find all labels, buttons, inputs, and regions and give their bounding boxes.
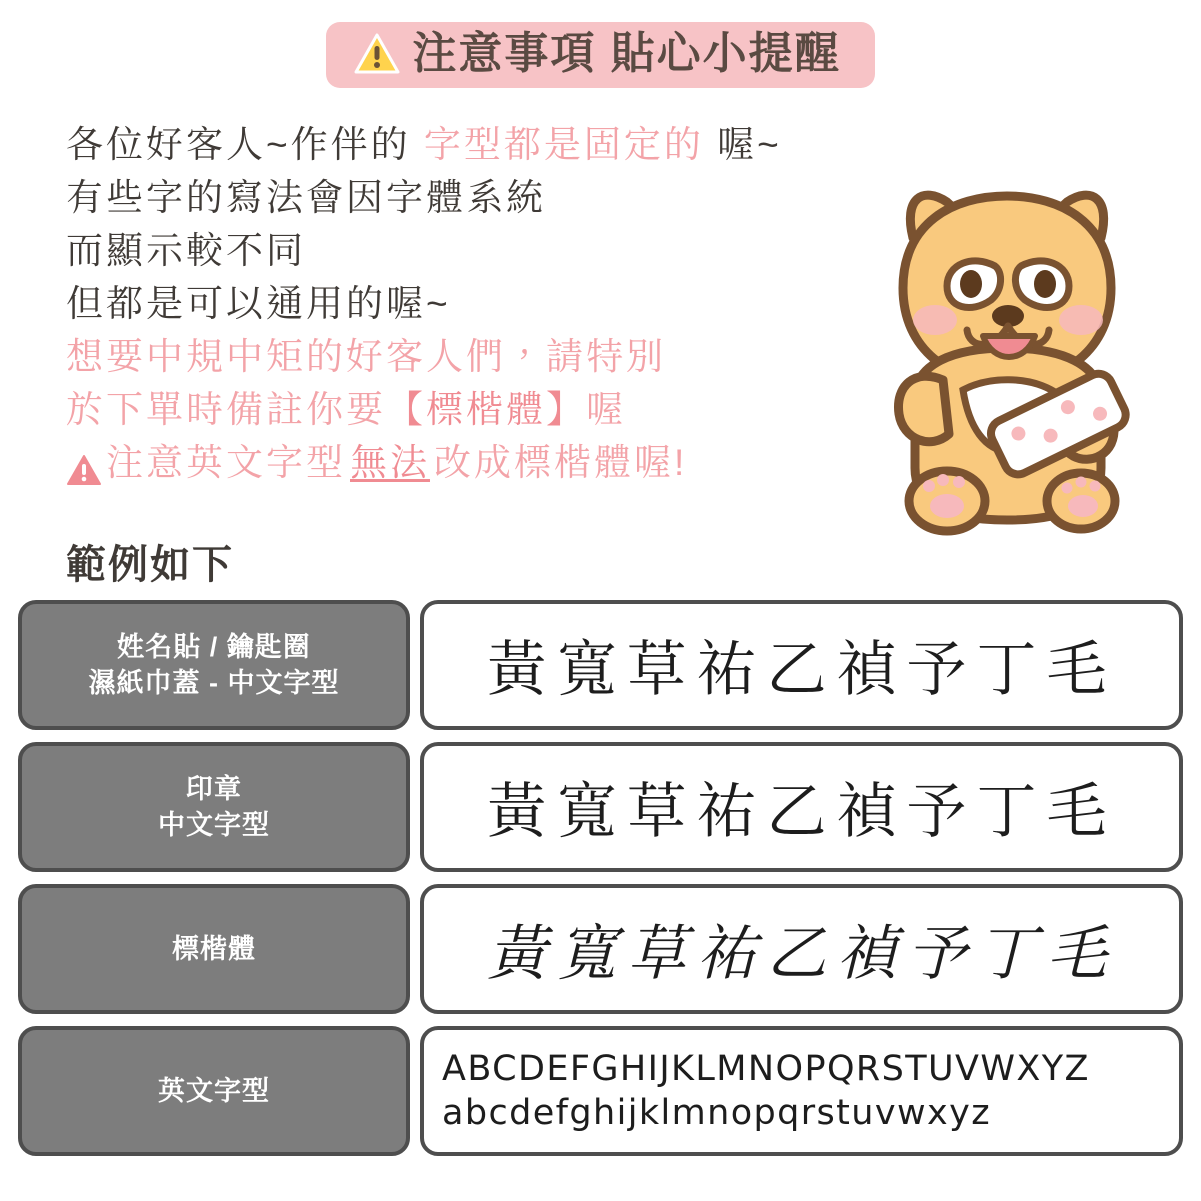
row-label-line-1: 印章 (186, 774, 242, 804)
row-value-nameplate (420, 600, 1183, 730)
note-line-1 (66, 118, 926, 171)
table-row (18, 600, 1183, 730)
shiba-inu-illustration (843, 168, 1173, 548)
notes-block (66, 118, 926, 489)
note-line-2: 有些字的寫法會因字體系統 (66, 177, 546, 218)
note-line-7-emphasis: 無法 (350, 442, 430, 483)
row-label-line-2: 中文字型 (158, 810, 270, 840)
warning-triangle-icon-small (66, 448, 102, 481)
font-sample-text: 黃寬草祐乙禎予丁毛 (486, 919, 1117, 989)
note-line-1-part-b: 字型都是固定的 (423, 124, 704, 165)
warning-triangle-icon (354, 33, 400, 75)
note-line-1-part-a: 各位好客人~作伴的 (66, 124, 424, 165)
note-line-6-bracketed: 【標楷體】 (386, 389, 586, 430)
note-line-5: 想要中規中矩的好客人們，請特別 (66, 336, 666, 377)
note-line-6-part-a: 於下單時備註你要 (66, 389, 386, 430)
font-sample-table (18, 600, 1183, 1168)
font-sample-text: 黃寬草祐乙禎予丁毛 (486, 777, 1117, 847)
latin-sample-uppercase: ABCDEFGHIJKLMNOPQRSTUVWXYZ (442, 1049, 1090, 1089)
banner-title: 注意事項 貼心小提醒 (412, 29, 841, 78)
row-label-line-1: 英文字型 (158, 1076, 270, 1106)
header-banner (326, 22, 874, 88)
table-row (18, 884, 1183, 1014)
row-label-line-1: 標楷體 (172, 934, 256, 964)
row-label-line-1: 姓名貼 / 鑰匙圈 (117, 632, 311, 662)
note-line-6-part-c: 喔 (586, 389, 626, 430)
table-row (18, 742, 1183, 872)
row-label-line-2: 濕紙巾蓋 - 中文字型 (88, 668, 340, 698)
row-value-latin (420, 1026, 1183, 1156)
note-line-7-part-a: 注意英文字型 (106, 442, 346, 483)
font-sample-text: 黃寬草祐乙禎予丁毛 (486, 635, 1117, 705)
row-label-nameplate (18, 600, 410, 730)
row-label-stamp (18, 742, 410, 872)
row-label-latin (18, 1026, 410, 1156)
row-value-stamp (420, 742, 1183, 872)
note-line-4: 但都是可以通用的喔~ (66, 283, 451, 324)
note-line-1-part-c: 喔~ (703, 124, 782, 165)
row-value-kai (420, 884, 1183, 1014)
latin-sample-block (424, 1047, 1179, 1135)
latin-sample-lowercase: abcdefghijklmnopqrstuvwxyz (442, 1093, 992, 1133)
header-banner-wrapper (0, 0, 1201, 88)
note-line-3: 而顯示較不同 (66, 230, 306, 271)
note-line-6 (66, 383, 926, 436)
row-label-kai (18, 884, 410, 1014)
sample-heading: 範例如下 (66, 543, 234, 587)
note-line-7-part-c: 改成標楷體喔! (434, 442, 688, 483)
note-line-7 (66, 436, 926, 489)
table-row (18, 1026, 1183, 1156)
